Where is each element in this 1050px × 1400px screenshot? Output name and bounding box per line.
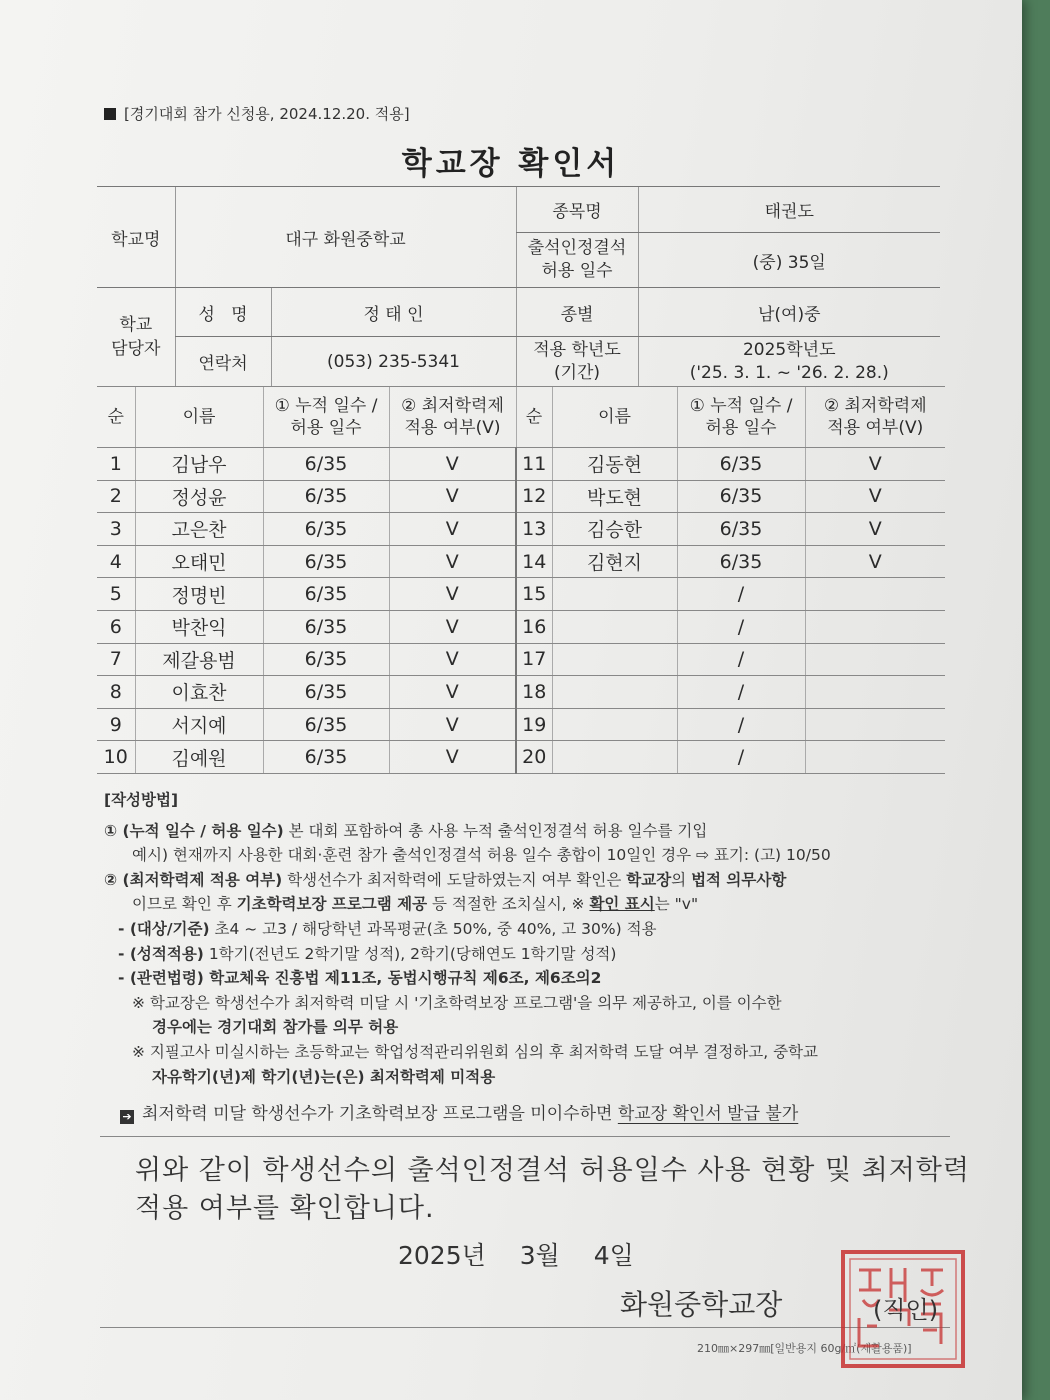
method-line: 예시) 현재까지 사용한 대회·훈련 참가 출석인정결석 허용 일수 총합이 10일인 경우 ⇨ 표기: (고) 10/50 (132, 846, 831, 865)
row-no: 7 (97, 643, 135, 676)
row-no: 16 (516, 610, 552, 643)
academic-check (805, 708, 945, 741)
athlete-name: 정성윤 (135, 480, 263, 513)
academic-check (805, 643, 945, 676)
method-text: 이므로 확인 후 (132, 895, 237, 914)
days-used: 6/35 (263, 448, 389, 481)
athlete-name: 박찬익 (135, 610, 263, 643)
year-period: ('25. 3. 1. ~ '26. 2. 28.) (689, 362, 889, 383)
method-text: 본 대회 포함하여 총 사용 누적 출석인정결석 허용 일수를 기입 (283, 821, 708, 840)
athlete-roster-table (97, 386, 945, 774)
form-tag-text: [경기대회 참가 신청용, 2024.12.20. 적용] (124, 105, 410, 123)
academic-check (805, 676, 945, 709)
method-line (104, 868, 954, 893)
contact-value: (053) 235-5341 (271, 337, 516, 387)
name-value: 정 태 인 (271, 288, 516, 337)
manager-label: 학교 담당자 (97, 288, 175, 387)
row-no: 4 (97, 545, 135, 578)
athlete-name: 이효찬 (135, 676, 263, 709)
table-row (97, 643, 945, 676)
name-label: 성 명 (175, 288, 271, 337)
row-no: 6 (97, 610, 135, 643)
method-line (104, 819, 954, 844)
method-text: 의 (671, 870, 692, 889)
method-bold: ① (누적 일수 / 허용 일수) (104, 821, 284, 840)
days-used: 6/35 (263, 610, 389, 643)
method-bold: - (성적적용) (118, 944, 204, 963)
issue-date: 2025년 3월 4일 (398, 1241, 634, 1270)
athlete-name (552, 610, 677, 643)
days-used: 6/35 (677, 448, 805, 481)
row-no: 19 (516, 708, 552, 741)
row-no: 9 (97, 708, 135, 741)
row-no: 13 (516, 513, 552, 546)
method-line (104, 966, 954, 991)
method-bold: - (관련법령) 학교체육 진흥법 제11조, 동법시행규칙 제6조, 제6조의2 (118, 969, 602, 988)
method-text: 등 적절한 조치실시, ※ (427, 895, 590, 914)
row-no: 8 (97, 676, 135, 709)
col-days: ① 누적 일수 / 허용 일수 (263, 387, 389, 448)
row-no: 20 (516, 741, 552, 774)
method-line: ※ 지필고사 미실시하는 초등학교는 학업성적관리위원회 심의 후 최저학력 도달 여부 결정하고, 중학교 (132, 1042, 819, 1061)
principal-title: 화원중학교장 (620, 1288, 783, 1321)
academic-check (805, 578, 945, 611)
row-no: 18 (516, 676, 552, 709)
athlete-name (552, 643, 677, 676)
roster-header-row (97, 387, 945, 448)
method-line: ※ 학교장은 학생선수가 최저학력 미달 시 '기초학력보장 프로그램'을 의무 제공하고, 이를 이수한 (132, 993, 782, 1012)
athlete-name: 김승한 (552, 513, 677, 546)
confirmation-statement (135, 1152, 970, 1228)
col-name-2: 이름 (552, 387, 677, 448)
method-bold: 확인 표시 (589, 895, 655, 914)
divider (100, 1136, 950, 1137)
contact-label: 연락처 (175, 337, 271, 387)
confirm-line-2: 적용 여부를 확인합니다. (135, 1193, 435, 1224)
days-used: / (677, 643, 805, 676)
athlete-name (552, 741, 677, 774)
academic-check: V (389, 578, 516, 611)
academic-check: V (389, 513, 516, 546)
form-tag (104, 103, 410, 124)
method-line (104, 892, 954, 917)
days-used: 6/35 (677, 513, 805, 546)
row-no: 17 (516, 643, 552, 676)
days-used: 6/35 (263, 578, 389, 611)
row-no: 1 (97, 448, 135, 481)
method-text: 는 "v" (654, 895, 699, 914)
school-label: 학교명 (97, 187, 175, 288)
days-used: 6/35 (263, 480, 389, 513)
method-text: 학생선수가 최저학력에 도달하였는지 여부 확인은 (282, 870, 627, 889)
col-academic-2: ② 최저학력제 적용 여부(V) (805, 387, 945, 448)
row-no: 5 (97, 578, 135, 611)
seal-label: (직인) (873, 1296, 939, 1324)
academic-check: V (389, 643, 516, 676)
days-used: 6/35 (677, 545, 805, 578)
athlete-name (552, 578, 677, 611)
athlete-name (552, 676, 677, 709)
year-value: 2025학년도 (742, 339, 836, 360)
notice-line (120, 1099, 798, 1124)
method-line (104, 917, 954, 942)
document-title: 학교장 확인서 (401, 146, 621, 182)
col-academic: ② 최저학력제 적용 여부(V) (389, 387, 516, 448)
days-used: / (677, 741, 805, 774)
days-used: 6/35 (263, 676, 389, 709)
academic-check (805, 741, 945, 774)
sport-value: 태권도 (638, 187, 940, 233)
academic-check: V (389, 708, 516, 741)
method-text: 초4 ~ 고3 / 해당학년 과목평균(초 50%, 중 40%, 고 30%) 적용 (209, 919, 657, 938)
bottom-divider (100, 1327, 950, 1328)
athlete-name: 고은찬 (135, 513, 263, 546)
table-row (97, 708, 945, 741)
square-bullet-icon (104, 108, 116, 120)
row-no: 15 (516, 578, 552, 611)
row-no: 2 (97, 480, 135, 513)
athlete-name: 김현지 (552, 545, 677, 578)
gender-value: 남(여)중 (638, 288, 940, 337)
confirm-line-1: 위와 같이 학생선수의 출석인정결석 허용일수 사용 현황 및 최저학력 (135, 1155, 970, 1186)
row-no: 11 (516, 448, 552, 481)
row-no: 14 (516, 545, 552, 578)
academic-check: V (389, 545, 516, 578)
athlete-name: 오태민 (135, 545, 263, 578)
table-row (97, 610, 945, 643)
days-used: 6/35 (263, 513, 389, 546)
days-used: 6/35 (263, 741, 389, 774)
year-cell (638, 337, 940, 387)
athlete-name: 김동현 (552, 448, 677, 481)
writing-method-section (104, 788, 954, 1089)
gender-label: 종별 (516, 288, 638, 337)
col-days-2: ① 누적 일수 / 허용 일수 (677, 387, 805, 448)
col-no: 순 (97, 387, 135, 448)
table-row (97, 448, 945, 481)
athlete-name: 서지예 (135, 708, 263, 741)
days-used: / (677, 578, 805, 611)
year-label: 적용 학년도 (기간) (516, 337, 638, 387)
table-row (97, 741, 945, 774)
method-line (104, 942, 954, 967)
days-used: / (677, 676, 805, 709)
academic-check: V (805, 545, 945, 578)
days-used: 6/35 (263, 708, 389, 741)
absence-label: 출석인정결석 허용 일수 (516, 233, 638, 288)
method-bold: ② (최저학력제 적용 여부) (104, 870, 283, 889)
paper-spec: 210㎜×297㎜[일반용지 60g/㎡(재활용품)] (697, 1342, 912, 1355)
days-used: 6/35 (263, 643, 389, 676)
academic-check: V (805, 480, 945, 513)
athlete-name: 제갈용범 (135, 643, 263, 676)
table-row (97, 545, 945, 578)
athlete-name: 박도현 (552, 480, 677, 513)
academic-check: V (389, 610, 516, 643)
table-row (97, 578, 945, 611)
absence-value: (중) 35일 (638, 233, 940, 288)
sport-label: 종목명 (516, 187, 638, 233)
method-heading: [작성방법] (104, 791, 179, 809)
col-no-2: 순 (516, 387, 552, 448)
athlete-name: 정명빈 (135, 578, 263, 611)
table-row (97, 676, 945, 709)
arrow-box-icon: ➔ (120, 1110, 134, 1124)
method-line: 경우에는 경기대회 참가를 의무 허용 (152, 1018, 399, 1037)
method-bold: - (대상/기준) (118, 919, 210, 938)
method-bold: 기초학력보장 프로그램 제공 (236, 895, 428, 914)
col-name: 이름 (135, 387, 263, 448)
days-used: 6/35 (677, 480, 805, 513)
table-row (97, 480, 945, 513)
row-no: 3 (97, 513, 135, 546)
notice-text: 최저학력 미달 학생선수가 기초학력보장 프로그램을 미이수하면 (142, 1104, 618, 1124)
days-used: / (677, 610, 805, 643)
method-line: 자유학기(년)제 학기(년)는(은) 최저학력제 미적용 (152, 1067, 496, 1086)
athlete-name: 김예원 (135, 741, 263, 774)
table-row (97, 513, 945, 546)
days-used: / (677, 708, 805, 741)
school-info-table (97, 186, 940, 387)
method-text: 1학기(전년도 2학기말 성적), 2학기(당해연도 1학기말 성적) (203, 944, 617, 963)
academic-check: V (805, 513, 945, 546)
academic-check: V (389, 448, 516, 481)
days-used: 6/35 (263, 545, 389, 578)
row-no: 12 (516, 480, 552, 513)
notice-underlined: 학교장 확인서 발급 불가 (617, 1104, 799, 1124)
school-value: 대구 화원중학교 (175, 187, 516, 288)
academic-check: V (389, 741, 516, 774)
row-no: 10 (97, 741, 135, 774)
academic-check: V (389, 676, 516, 709)
athlete-name: 김남우 (135, 448, 263, 481)
academic-check (805, 610, 945, 643)
method-bold: 법적 의무사항 (691, 870, 787, 889)
academic-check: V (805, 448, 945, 481)
academic-check: V (389, 480, 516, 513)
athlete-name (552, 708, 677, 741)
method-bold: 학교장 (626, 870, 672, 889)
